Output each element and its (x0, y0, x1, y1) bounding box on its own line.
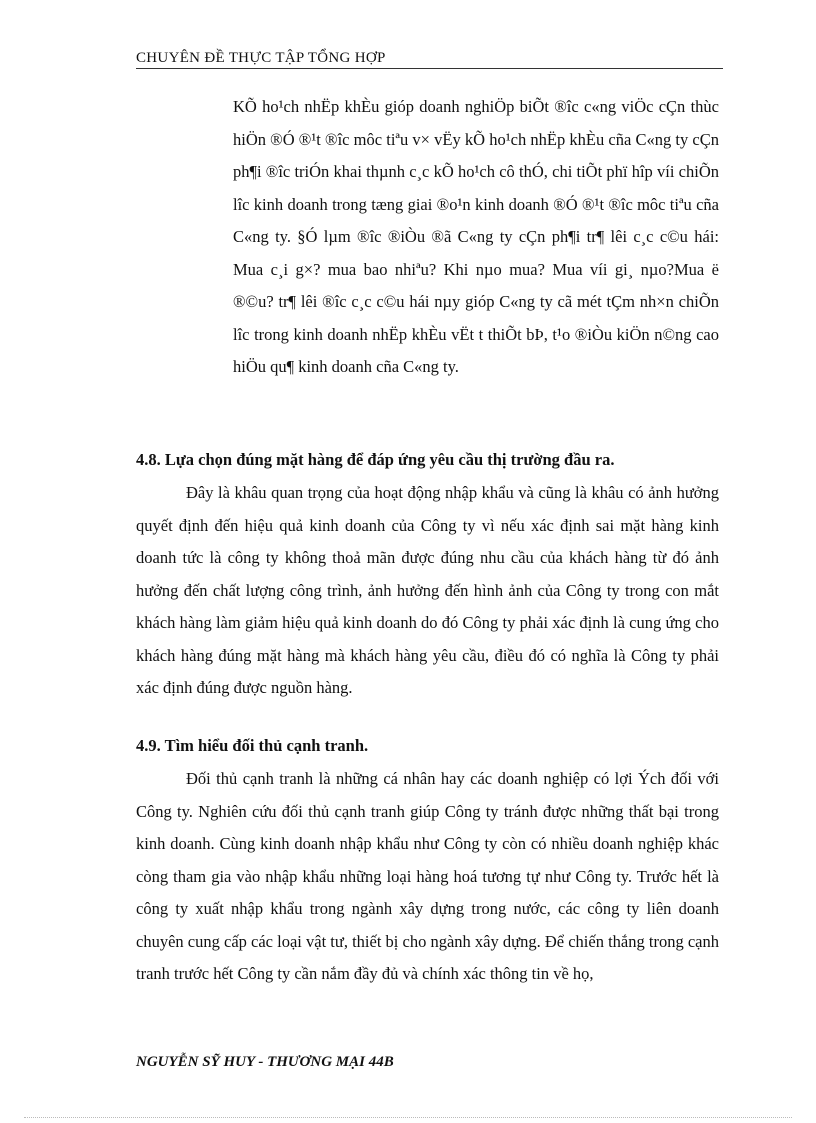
section-heading-4-8: 4.8. Lựa chọn đúng mặt hàng để đáp ứng yêu cầu thị trường đầu ra. (136, 450, 615, 469)
section-body-4-9: Đối thủ cạnh tranh là những cá nhân hay các doanh nghiệp có lợi Ých đối với Công ty. Nghiên cứu đối thủ cạnh tranh giúp Công ty tránh được những thất bại trong kinh doanh. Cùng kinh doanh nhập khẩu như Công ty còn có nhiều doanh nghiệp khác còng tham gia vào nhập khẩu những loại hàng hoá tương tự như Công ty. Trước hết là công ty xuất nhập khẩu trong ngành xây dựng trong nước, các công ty liên doanh chuyên cung cấp các loại vật tư, thiết bị cho ngành xây dựng. Để chiến thắng trong cạnh tranh trước hết Công ty cần nắm đầy đủ và chính xác thông tin về họ, (136, 769, 719, 983)
garbled-paragraph: KÕ ho¹ch nhËp khÈu gióp doanh nghiÖp biÕt ®îc c«ng viÖc cÇn thùc hiÖn ®Ó ®¹t ®îc môc tiªu v× vËy kÕ ho¹ch nhËp khÈu cña C«ng ty cÇn ph¶i ®îc triÓn khai thµnh c¸c kÕ ho¹ch cô thÓ, chi tiÕt phï hîp víi chiÕn lîc kinh doanh trong tæng giai ®o¹n kinh doanh ®Ó ®¹t ®îc môc tiªu cña C«ng ty. §Ó lµm ®îc ®iÒu ®ã C«ng ty cÇn ph¶i tr¶ lêi c¸c c©u hái: Mua c¸i g×? mua bao nhiªu? Khi nµo mua? Mua víi gi¸ nµo?Mua ë ®©u? tr¶ lêi ®îc c¸c c©u hái nµy gióp C«ng ty cã mét tÇm nh×n chiÕn lîc trong kinh doanh nhËp khÈu vËt t thiÕt bÞ, t¹o ®iÒu kiÖn n©ng cao hiÖu qu¶ kinh doanh cña C«ng ty. (233, 97, 719, 376)
page-footer: NGUYỄN SỸ HUY - THƯƠNG MẠI 44B (136, 1054, 394, 1070)
page-header: CHUYÊN ĐỀ THỰC TẬP TỔNG HỢP (136, 50, 386, 66)
page-bottom-divider (24, 1117, 792, 1118)
header-rule (136, 68, 723, 69)
section-body-4-8: Đây là khâu quan trọng của hoạt động nhập khẩu và cũng là khâu có ảnh hưởng quyết định đến hiệu quả kinh doanh của Công ty vì nếu xác định sai mặt hàng kinh doanh tức là công ty không thoả mãn được đúng nhu cầu của khách hàng từ đó ảnh hưởng đến chất lượng công trình, ảnh hưởng đến hình ảnh của Công ty trong con mắt khách hàng làm giảm hiệu quả kinh doanh do đó Công ty phải xác định là cung ứng cho khách hàng đúng mặt hàng mà khách hàng yêu cầu, điều đó có nghĩa là Công ty phải xác định đúng được nguồn hàng. (136, 483, 719, 697)
section-heading-4-9: 4.9. Tìm hiểu đối thủ cạnh tranh. (136, 736, 369, 755)
